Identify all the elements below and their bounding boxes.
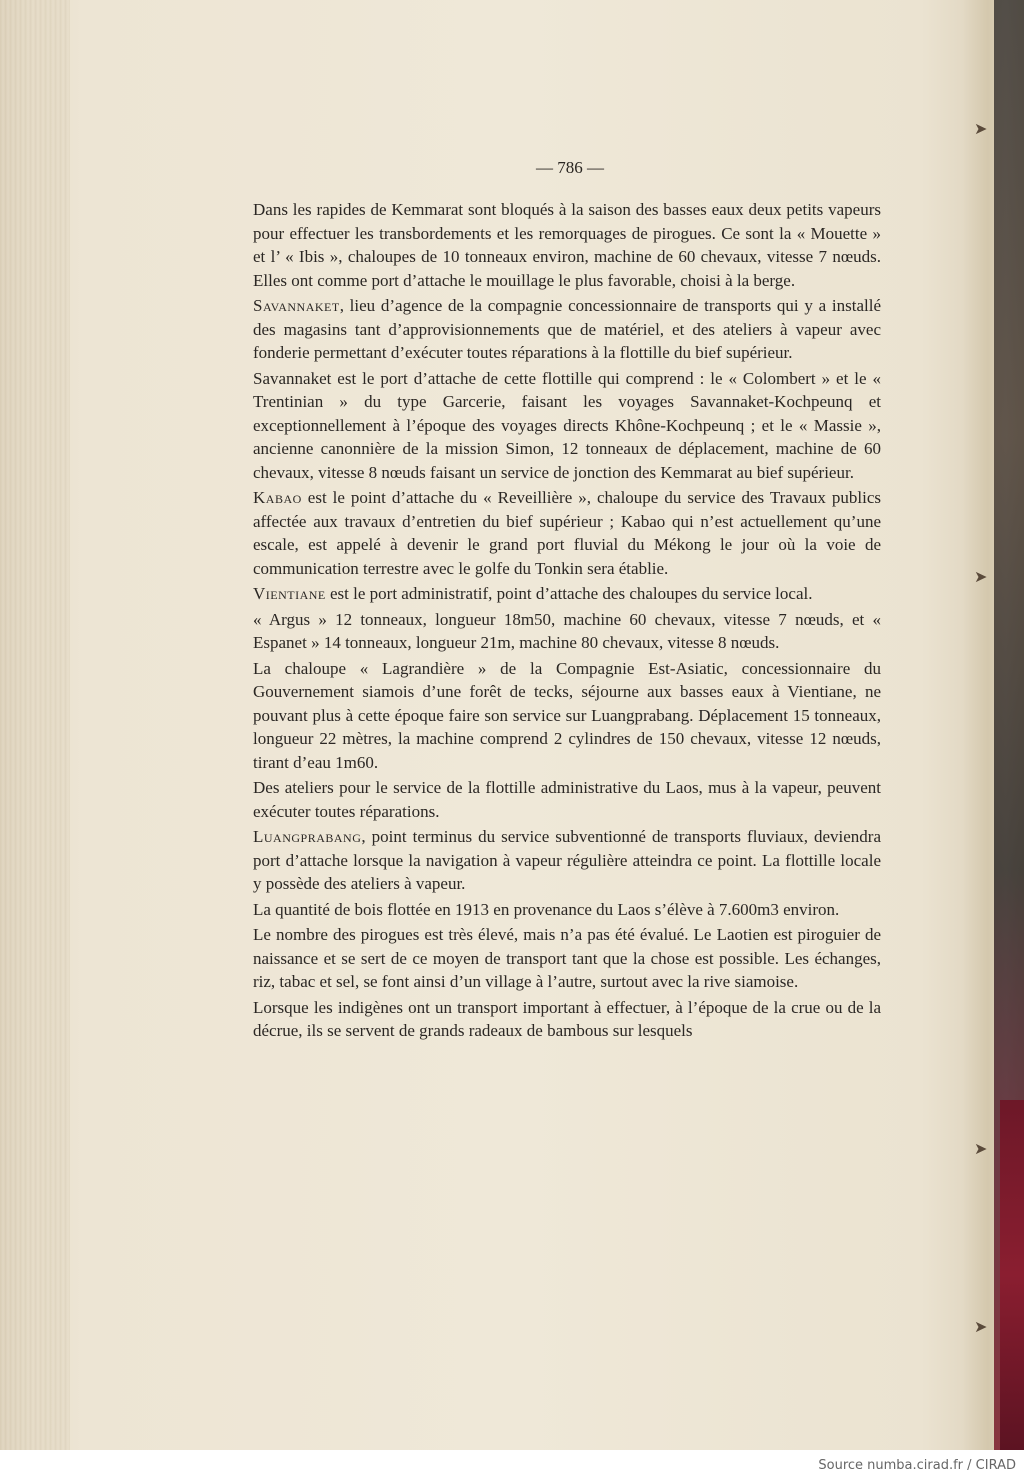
page-tab-icon: ➤ — [974, 119, 988, 138]
paragraph: Luangprabang, point terminus du service subventionné de transports fluviaux, deviendra port d’attache lorsque la navigation à vapeur régulière atteindra ce point. La flottille locale y possède des ateliers à vapeur. — [253, 827, 881, 893]
page-tab-icon: ➤ — [974, 1317, 988, 1336]
page-tab-icon: ➤ — [974, 1139, 988, 1158]
paragraph: Vientiane est le port administratif, point d’attache des chaloupes du service local. — [253, 584, 813, 603]
paragraph: Lorsque les indigènes ont un transport important à effectuer, à l’époque de la crue ou de la décrue, ils se servent de grands radeaux de bambous sur lesquels — [253, 997, 881, 1040]
place-name: Kabao — [253, 488, 302, 507]
paragraph: La quantité de bois flottée en 1913 en provenance du Laos s’élève à 7.600m3 environ. — [253, 899, 840, 919]
source-credit: Source numba.cirad.fr / CIRAD — [818, 1458, 1016, 1473]
page-number: — 786 — — [536, 158, 604, 177]
paragraph: Savannaket, lieu d’agence de la compagnie concessionnaire de transports qui y a installé des magasins tant d’approvisionnements que de matériel, et des ateliers à vapeur avec fonderie permettant d’exécuter toutes réparations à la flottille du bief supérieur. — [253, 296, 881, 362]
binding-ribbon — [1000, 1100, 1024, 1450]
paragraph: La chaloupe « Lagrandière » de la Compagnie Est-Asiatic, concessionnaire du Gouvernement siamois d’une forêt de tecks, séjourne aux basses eaux à Vientiane, ne pouvant plus à cette époque faire son service sur Luangprabang. Déplacement 15 tonneaux, longueur 22 mètres, la machine comprend 2 cylindres de 150 chevaux, vitesse 12 nœuds, tirant d’eau 1m60. — [253, 658, 881, 772]
paragraph: Des ateliers pour le service de la flottille administrative du Laos, mus à la vapeur, peuvent exécuter toutes réparations. — [253, 778, 881, 821]
place-name: Luangprabang — [253, 827, 362, 846]
place-name: Savannaket — [253, 296, 340, 315]
paragraph: Savannaket est le port d’attache de cette flottille qui comprend : le « Colombert » et le « Trentinian » du type Garcerie, faisant les voyages Savannaket-Kochpeunq et exceptionnellement à l’époque des voyages directs Khône-Kochpeunq ; et le « Massie », ancienne canonnière de la mission Simon, 12 tonneaux de déplacement, machine de 60 chevaux, vitesse 8 nœuds faisant un service de jonction des Kemmarat au bief supérieur. — [253, 368, 881, 482]
place-name: Vientiane — [253, 584, 326, 603]
paragraph: Le nombre des pirogues est très élevé, mais n’a pas été évalué. Le Laotien est piroguier de naissance et se sert de ce moyen de transport tant que la chose est possible. Les échanges, riz, tabac et sel, se font ainsi d’un village à l’autre, surtout avec la rive siamoise. — [253, 925, 881, 991]
paragraph: Dans les rapides de Kemmarat sont bloqués à la saison des basses eaux deux petits vapeurs pour effectuer les transbordements et les remorquages de pirogues. Ce sont la « Mouette » et l’ « Ibis », chaloupes de 10 tonneaux environ, machine de 60 chevaux, vitesse 7 nœuds. Elles ont comme port d’attache le mouillage le plus favorable, choisi à la berge. — [253, 200, 881, 290]
page-stack-edge — [0, 0, 70, 1450]
page-tab-icon: ➤ — [974, 567, 988, 586]
paragraph: Kabao est le point d’attache du « Reveillière », chaloupe du service des Travaux publics affectée aux travaux d’entretien du bief supérieur ; Kabao qui n’est actuellement qu’une escale, est appelé à devenir le grand port fluvial du Mékong le jour où la voie de communication terrestre avec le golfe du Tonkin sera établie. — [253, 488, 881, 578]
paragraph: « Argus » 12 tonneaux, longueur 18m50, machine 60 chevaux, vitesse 7 nœuds, et « Espanet » 14 tonneaux, longueur 21m, machine 80 chevaux, vitesse 8 nœuds. — [253, 609, 881, 652]
body-text — [253, 198, 881, 1043]
